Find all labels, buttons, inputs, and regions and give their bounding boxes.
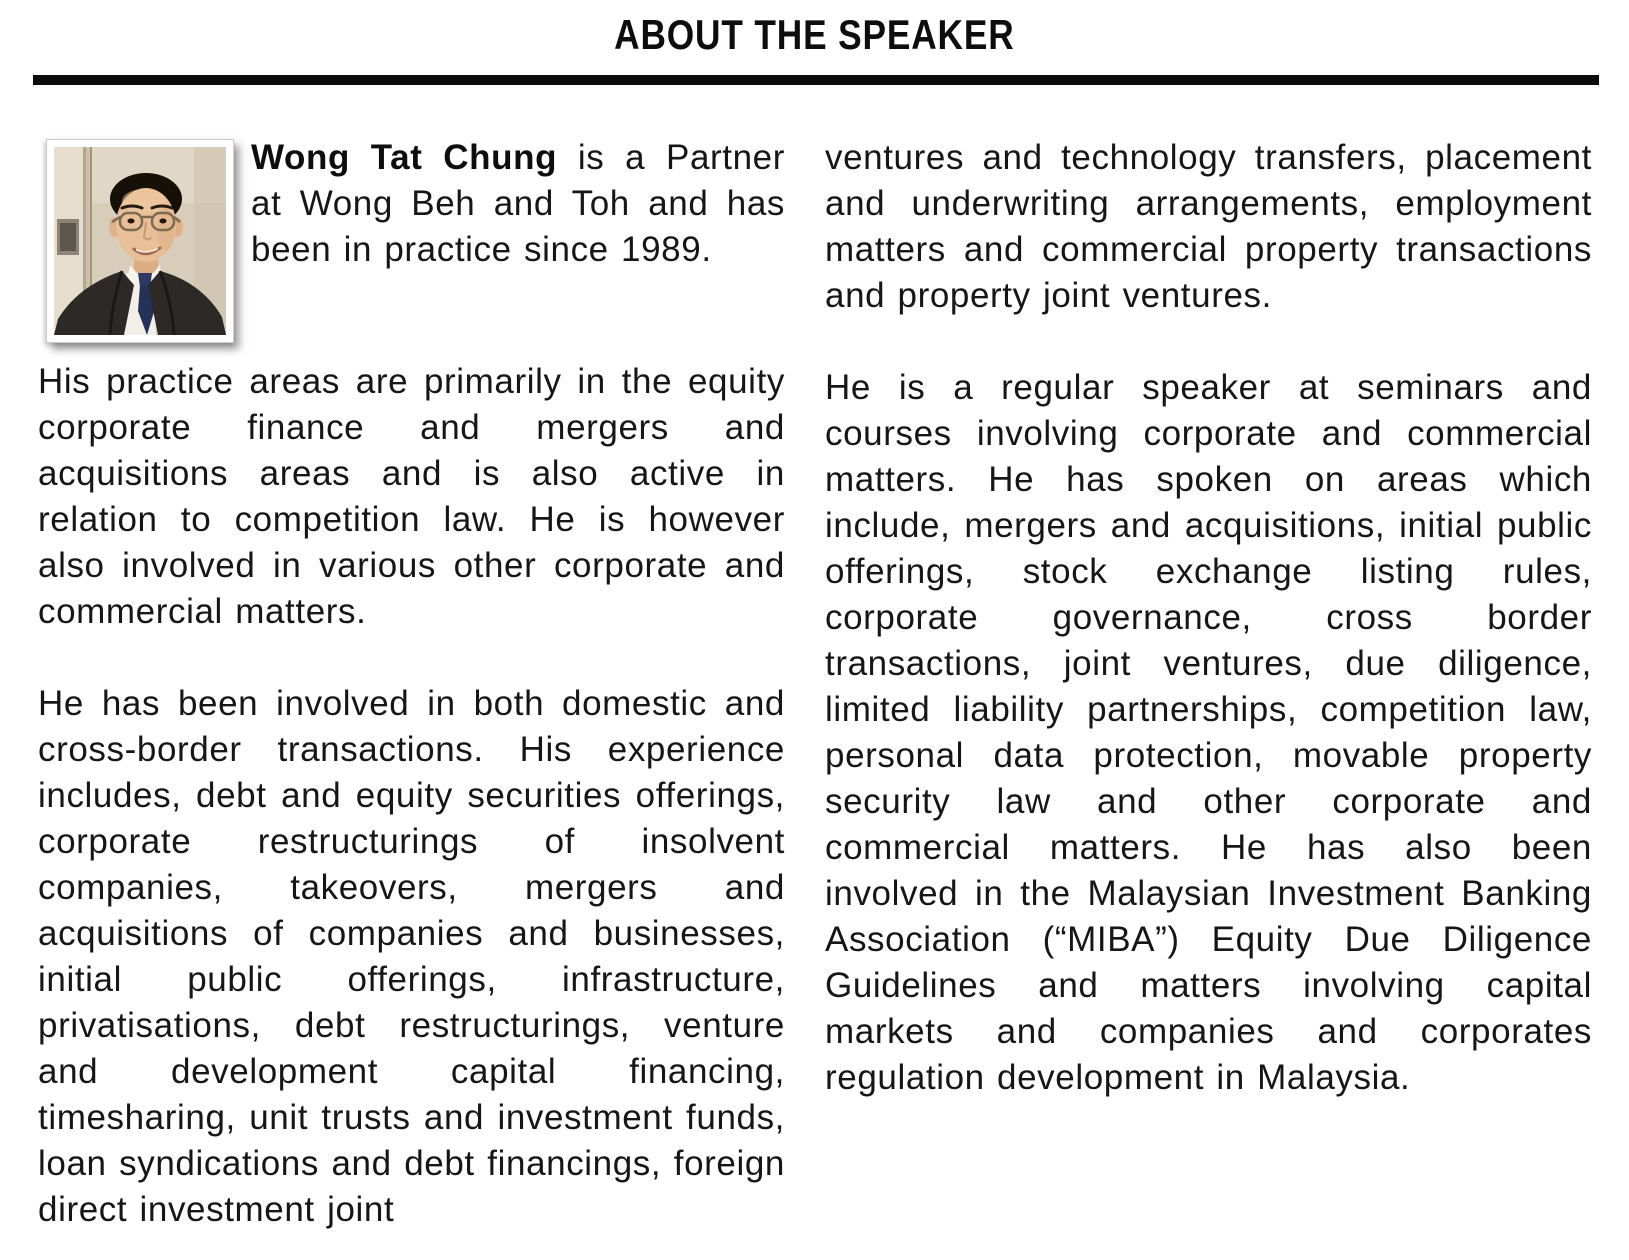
intro-paragraph <box>38 135 785 273</box>
right-column <box>825 135 1592 1233</box>
left-column <box>38 135 785 1233</box>
speaker-portrait-illustration <box>54 147 226 335</box>
two-column-body <box>0 85 1629 1233</box>
speaker-photo <box>46 139 234 343</box>
experience-paragraph: He has been involved in both domestic and cross-border transactions. His experience includes, debt and equity securities offerings, corporate restructurings of insolvent companies, takeovers, mergers and acquisitions of companies and businesses, initial public offerings, infrastructure, privatisations, debt restructurings, venture and development capital financing, timesharing, unit trusts and investment funds, loan syndications and debt financings, foreign direct investment joint <box>38 684 785 1229</box>
intro-text: is a Partner at Wong Beh and Toh and has been in practice since 1989. <box>251 138 785 269</box>
page-title: ABOUT THE SPEAKER <box>614 11 1015 58</box>
speaker-name: Wong Tat Chung <box>251 138 558 177</box>
practice-areas-paragraph: His practice areas are primarily in the equity corporate finance and mergers and acquisitions areas and is also active in relation to competition law. He is however also involved in various other corporate and commercial matters. <box>38 362 785 631</box>
title-divider-rule <box>33 75 1599 85</box>
document-header <box>0 0 1629 85</box>
experience-continued-paragraph: ventures and technology transfers, placement and underwriting arrangements, employment matters and commercial property transactions and property joint ventures. <box>825 138 1592 315</box>
speaking-engagements-paragraph: He is a regular speaker at seminars and courses involving corporate and commercial matters. He has spoken on areas which include, mergers and acquisitions, initial public offerings, stock exchange listing rules, corporate governance, cross border transactions, joint ventures, due diligence, limited liability partnerships, competition law, personal data protection, movable property security law and other corporate and commercial matters. He has also been involved in the Malaysian Investment Banking Association (“MIBA”) Equity Due Diligence Guidelines and matters involving capital markets and companies and corporates regulation development in Malaysia. <box>825 368 1592 1097</box>
